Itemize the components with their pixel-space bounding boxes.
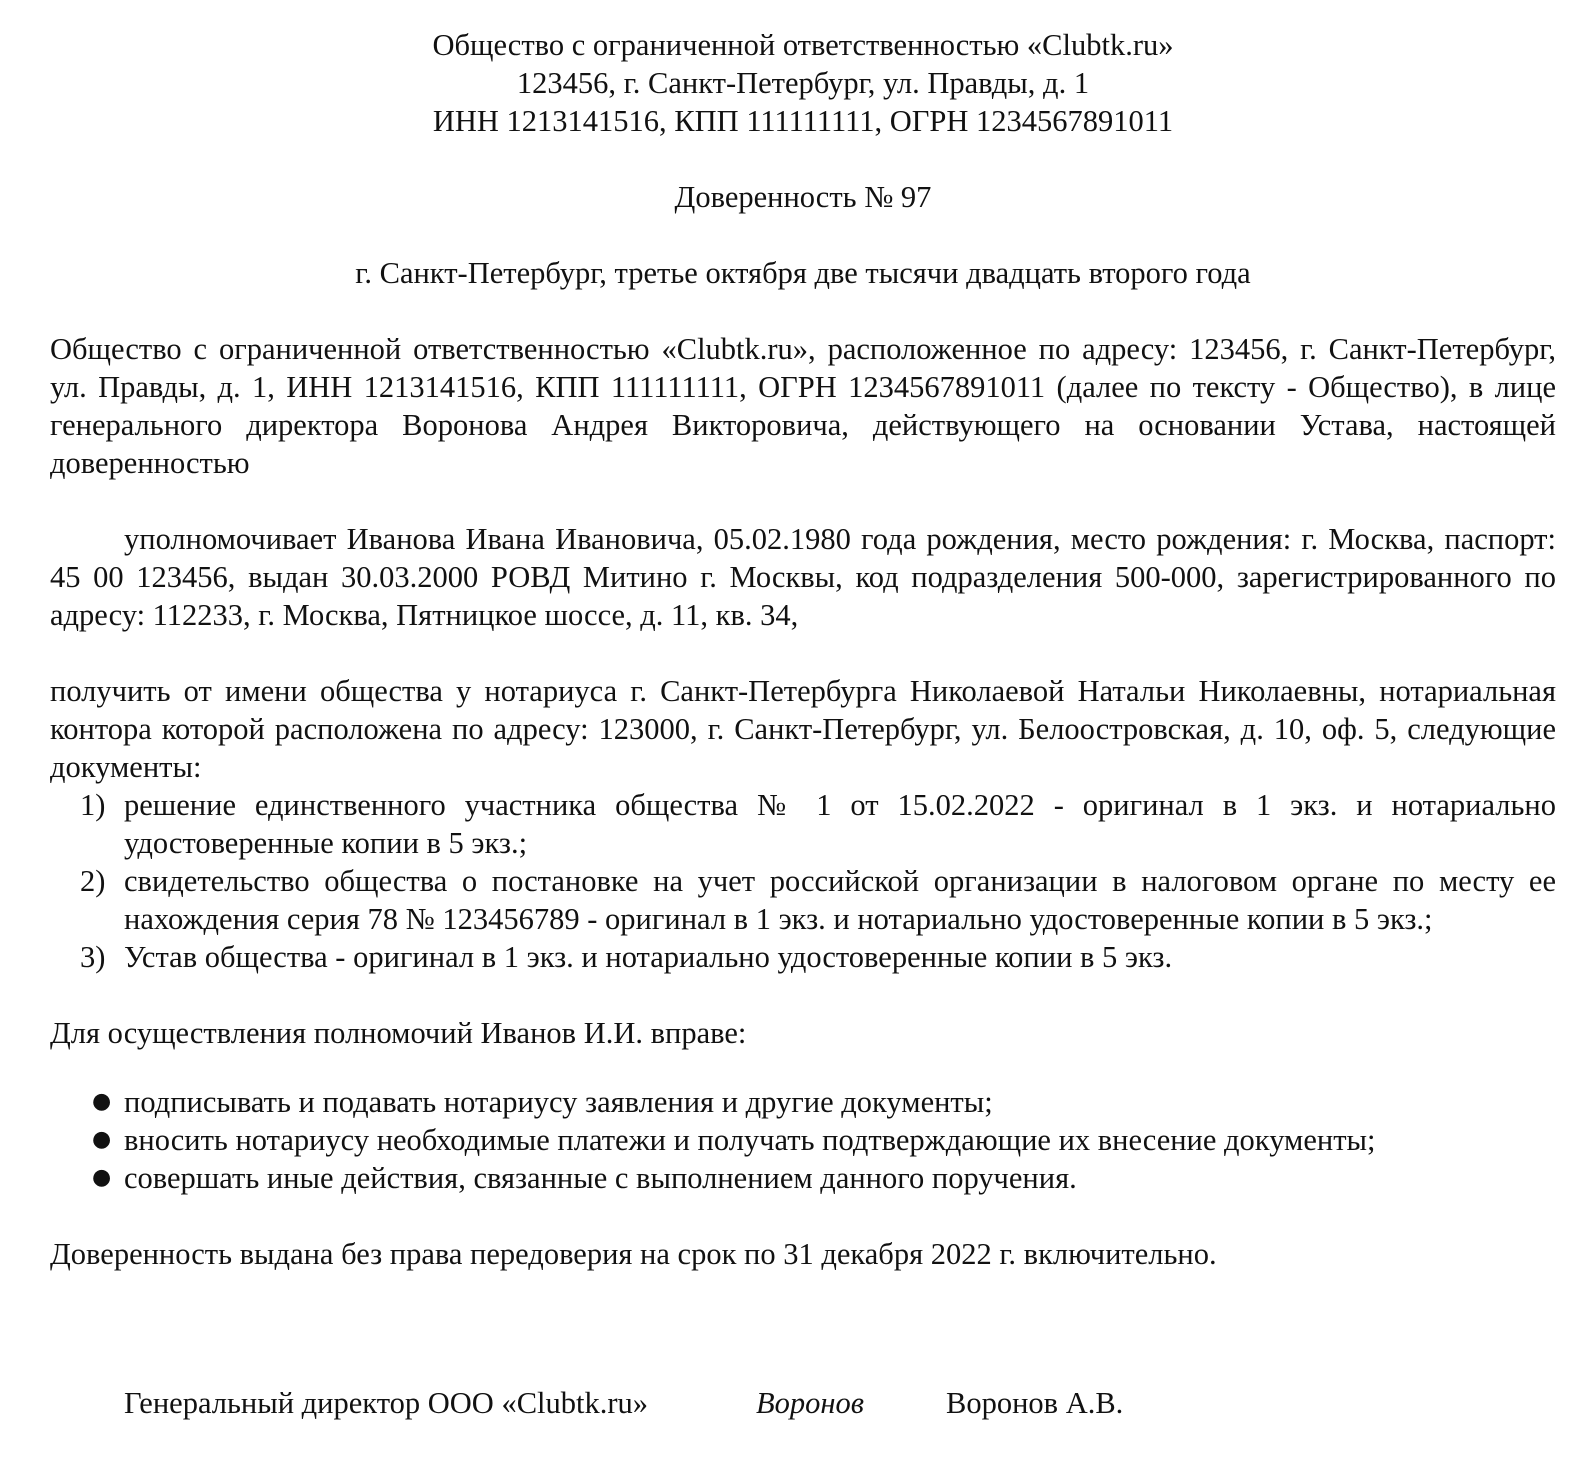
- list-item-text: подписывать и подавать нотариусу заявления и другие документы;: [124, 1084, 993, 1119]
- task-paragraph: получить от имени общества у нотариуса г. Санкт-Петербурга Николаевой Натальи Николаевны, нотариальная контора которой расположена по адресу: 123000, г. Санкт-Петербург, ул. Белоостровская, д. 10, оф. 5, следующие документы:: [50, 674, 1556, 784]
- bullet-icon: ●: [92, 1164, 112, 1190]
- bullet-icon: ●: [92, 1088, 112, 1114]
- signatory-position: Генеральный директор ООО «Clubtk.ru»: [124, 1386, 649, 1420]
- intro-paragraph: Общество с ограниченной ответственностью «Clubtk.ru», расположенное по адресу: 123456, г. Санкт-Петербург, ул. Правды, д. 1, ИНН 1213141516, КПП 111111111, ОГРН 1234567891011 (далее по тексту - Общество), в лице генерального директора Воронова Андрея Викторовича, действующего на основании Устава, настоящей доверенностью: [50, 332, 1556, 480]
- list-item: [50, 938, 1556, 976]
- list-item: [50, 1121, 1556, 1159]
- list-item-number: 3): [80, 940, 106, 974]
- documents-list: [50, 786, 1556, 976]
- org-address: 123456, г. Санкт-Петербург, ул. Правды, д. 1: [516, 66, 1090, 100]
- place-date: г. Санкт-Петербург, третье октября две тысячи двадцать второго года: [355, 256, 1251, 290]
- list-item-text: свидетельство общества о постановке на учет российской организации в налоговом органе по месту ее нахождения серия 78 № 123456789 - оригинал в 1 экз. и нотариально удостоверенные копии в 5 экз.;: [124, 864, 1556, 936]
- list-item-text: вносить нотариусу необходимые платежи и получать подтверждающие их внесение документы;: [124, 1122, 1376, 1157]
- document-page: [50, 26, 1556, 1303]
- list-item-text: решение единственного участника общества № 1 от 15.02.2022 - оригинал в 1 экз. и нотариально удостоверенные копии в 5 экз.;: [124, 788, 1556, 860]
- list-item-text: Устав общества - оригинал в 1 экз. и нотариально удостоверенные копии в 5 экз.: [124, 940, 1173, 974]
- powers-list: [50, 1083, 1556, 1197]
- list-item: [50, 1159, 1556, 1197]
- handwritten-signature: Воронов: [756, 1386, 865, 1420]
- list-item-number: 2): [80, 864, 106, 898]
- list-item: [50, 786, 1556, 862]
- list-item: [50, 862, 1556, 938]
- signatory-name: Воронов А.В.: [946, 1386, 1124, 1420]
- bullet-icon: ●: [92, 1126, 112, 1152]
- authorizes-paragraph: уполномочивает Иванова Ивана Ивановича, 05.02.1980 года рождения, место рождения: г. Москва, паспорт: 45 00 123456, выдан 30.03.2000 РОВД Митино г. Москвы, код подразделения 500-000, зарегистрированного по адресу: 112233, г. Москва, Пятницкое шоссе, д. 11, кв. 34,: [50, 522, 1556, 632]
- document-header: [50, 26, 1556, 140]
- document-title: Доверенность № 97: [674, 180, 932, 214]
- list-item-number: 1): [80, 788, 106, 822]
- powers-title: Для осуществления полномочий Иванов И.И. вправе:: [50, 1016, 747, 1050]
- list-item-text: совершать иные действия, связанные с выполнением данного поручения.: [124, 1160, 1077, 1195]
- org-name: Общество с ограниченной ответственностью «Clubtk.ru»: [432, 28, 1174, 62]
- list-item: [50, 1083, 1556, 1121]
- validity-paragraph: Доверенность выдана без права передоверия на срок по 31 декабря 2022 г. включительно.: [50, 1236, 1217, 1271]
- org-requisites: ИНН 1213141516, КПП 111111111, ОГРН 1234567891011: [432, 104, 1174, 138]
- signature-block: [124, 1384, 1224, 1422]
